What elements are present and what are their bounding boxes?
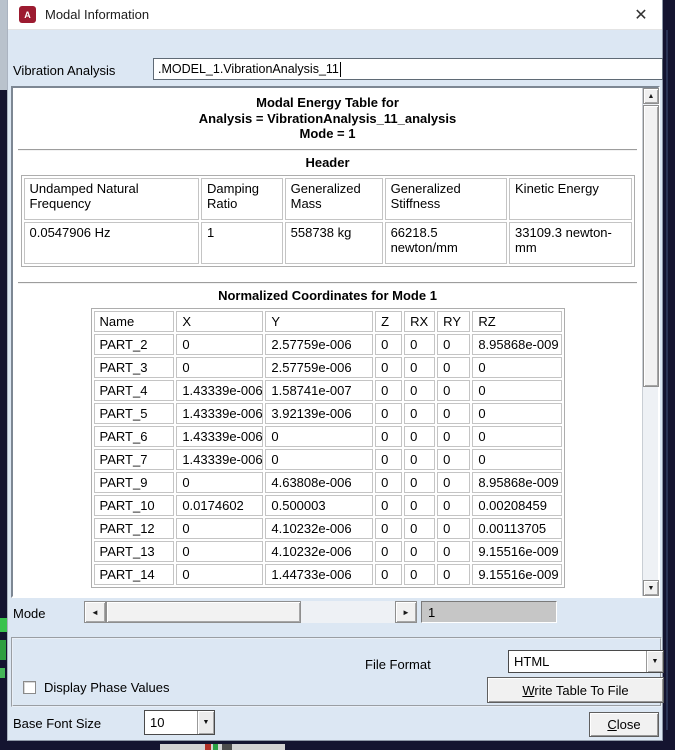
column-header-cell: Kinetic Energy [509,178,631,220]
column-header-cell: Z [375,311,402,332]
table-row [94,357,562,378]
table-row [94,403,562,424]
table-row [94,541,562,562]
table-cell: 1.58741e-007 [265,380,373,401]
column-header-cell: Generalized Mass [285,178,383,220]
table-cell: PART_3 [94,357,175,378]
table-cell: 0 [176,357,263,378]
table-cell: 66218.5 newton/mm [385,222,507,264]
column-header-cell: Generalized Stiffness [385,178,507,220]
table-cell: 0 [404,472,435,493]
table-cell: 1.43339e-006 [176,380,263,401]
table-cell: 1.44733e-006 [265,564,373,585]
background-graphic-fragment [213,744,218,750]
table-cell: 0 [437,564,470,585]
vertical-scrollbar[interactable] [642,88,658,596]
table-cell: 8.95868e-009 [472,472,561,493]
column-header-cell: Y [265,311,373,332]
table-row [94,449,562,470]
scroll-up-icon[interactable]: ▲ [643,88,659,104]
table-cell: 0 [265,449,373,470]
header-table [21,175,635,267]
table-cell: 33109.3 newton-mm [509,222,631,264]
table-cell: 0 [176,541,263,562]
table-cell: 0 [437,357,470,378]
column-header-cell: RZ [472,311,561,332]
table-cell: 2.57759e-006 [265,334,373,355]
background-graphic-fragment [0,668,5,678]
table-cell: 4.10232e-006 [265,541,373,562]
table-row [94,518,562,539]
display-phase-checkbox[interactable] [23,681,36,694]
table-row [24,178,632,220]
table-cell: 2.57759e-006 [265,357,373,378]
table-cell: 4.10232e-006 [265,518,373,539]
table-cell: 0 [437,426,470,447]
normalized-coordinates-table [91,308,565,588]
dialog-titlebar [8,0,662,30]
table-cell: 9.15516e-009 [472,564,561,585]
table-cell: 0 [404,495,435,516]
text-caret [340,62,341,77]
table-cell: 0 [375,357,402,378]
close-icon[interactable]: ✕ [634,7,648,24]
background-graphic-fragment [205,744,211,750]
chevron-down-icon[interactable]: ▼ [646,651,663,672]
table-cell: PART_9 [94,472,175,493]
table-cell: PART_10 [94,495,175,516]
report-divider [18,282,637,284]
table-row [24,222,632,264]
vertical-scrollbar-thumb[interactable] [643,105,659,387]
header-section-title: Header [305,154,350,170]
table-row [94,472,562,493]
base-font-size-value: 10 [150,715,165,730]
vibration-analysis-value: .MODEL_1.VibrationAnalysis_11 [158,62,339,76]
table-cell: 0 [404,564,435,585]
write-table-to-file-button[interactable]: Write Table To File [487,677,664,703]
table-cell: 0.0174602 [176,495,263,516]
table-cell: 0 [404,426,435,447]
scroll-down-icon[interactable]: ▼ [643,580,659,596]
vibration-analysis-label: Vibration Analysis [13,63,116,78]
table-row [94,564,562,585]
table-cell: 0 [375,472,402,493]
file-format-select[interactable] [508,650,664,673]
table-cell: 0 [375,334,402,355]
vibration-analysis-input[interactable] [153,58,663,80]
modal-energy-report [13,88,642,596]
table-cell: 0 [437,380,470,401]
table-cell: 0 [404,518,435,539]
column-header-cell: Damping Ratio [201,178,283,220]
table-cell: PART_4 [94,380,175,401]
table-cell: 0 [404,449,435,470]
mode-slider-thumb[interactable] [106,601,301,623]
table-cell: PART_7 [94,449,175,470]
file-format-value: HTML [514,654,550,669]
mode-label: Mode [13,606,46,621]
table-cell: 0 [437,449,470,470]
report-title-line: Analysis = VibrationAnalysis_11_analysis [198,110,457,126]
coords-section-title: Normalized Coordinates for Mode 1 [218,287,437,303]
table-cell: PART_12 [94,518,175,539]
background-graphic-fragment [222,744,232,750]
table-cell: 1.43339e-006 [176,449,263,470]
base-font-size-label: Base Font Size [13,716,102,731]
table-cell: 0 [375,426,402,447]
output-options-panel [11,637,662,707]
table-cell: 0 [375,380,402,401]
report-divider [18,149,637,151]
table-cell: 1 [201,222,283,264]
display-phase-label: Display Phase Values [44,680,170,695]
table-cell: 0 [472,449,561,470]
table-cell: 0 [404,357,435,378]
table-row [94,380,562,401]
app-icon: A [19,6,36,23]
table-cell: 0 [437,495,470,516]
table-cell: 9.15516e-009 [472,541,561,562]
table-row [94,426,562,447]
table-cell: 0.0547906 Hz [24,222,200,264]
background-window-edge [0,0,7,90]
table-cell: 0.500003 [265,495,373,516]
table-cell: 8.95868e-009 [472,334,561,355]
table-cell: 558738 kg [285,222,383,264]
scroll-left-icon[interactable]: ◄ [84,601,106,623]
column-header-cell: Undamped Natural Frequency [24,178,200,220]
table-cell: 1.43339e-006 [176,403,263,424]
table-cell: 0 [437,518,470,539]
table-cell: 0 [176,564,263,585]
table-cell: 0 [404,334,435,355]
background-graphic-fragment [0,618,7,632]
dialog-title: Modal Information [45,7,150,22]
mode-value-field: 1 [421,601,557,623]
report-viewport [11,86,660,598]
mode-slider[interactable] [84,601,417,623]
table-cell: PART_14 [94,564,175,585]
table-cell: 0 [375,495,402,516]
table-cell: 0 [375,541,402,562]
table-cell: PART_5 [94,403,175,424]
table-cell: 0 [375,403,402,424]
table-row [94,334,562,355]
table-cell: 0 [176,472,263,493]
table-cell: 0.00208459 [472,495,561,516]
table-cell: 0 [472,357,561,378]
table-cell: 0 [437,403,470,424]
column-header-cell: X [176,311,263,332]
table-cell: PART_13 [94,541,175,562]
table-cell: 0 [404,380,435,401]
base-font-size-select[interactable] [144,710,215,735]
background-graphic-fragment [0,640,6,660]
table-cell: 0 [472,380,561,401]
table-row [94,495,562,516]
table-cell: 0 [375,518,402,539]
table-cell: 4.63808e-006 [265,472,373,493]
table-row [94,311,562,332]
table-cell: 0 [176,334,263,355]
table-cell: 0 [437,541,470,562]
table-cell: 0.00113705 [472,518,561,539]
file-format-label: File Format [365,657,431,672]
table-cell: 0 [265,426,373,447]
chevron-down-icon[interactable]: ▼ [197,711,214,734]
table-cell: 1.43339e-006 [176,426,263,447]
report-title-line: Modal Energy Table for [256,95,399,110]
column-header-cell: RX [404,311,435,332]
table-cell: 0 [375,564,402,585]
table-cell: 0 [404,541,435,562]
background-window-edge [666,30,668,730]
table-cell: 0 [437,334,470,355]
table-cell: 3.92139e-006 [265,403,373,424]
table-cell: 0 [437,472,470,493]
table-cell: 0 [472,426,561,447]
table-cell: 0 [176,518,263,539]
table-cell: PART_6 [94,426,175,447]
column-header-cell: RY [437,311,470,332]
report-title-line: Mode = 1 [299,126,356,141]
column-header-cell: Name [94,311,175,332]
table-cell: 0 [404,403,435,424]
close-button[interactable]: Close [589,712,659,737]
table-cell: 0 [472,403,561,424]
table-cell: PART_2 [94,334,175,355]
modal-information-dialog [7,0,663,741]
scroll-right-icon[interactable]: ► [395,601,417,623]
table-cell: 0 [375,449,402,470]
